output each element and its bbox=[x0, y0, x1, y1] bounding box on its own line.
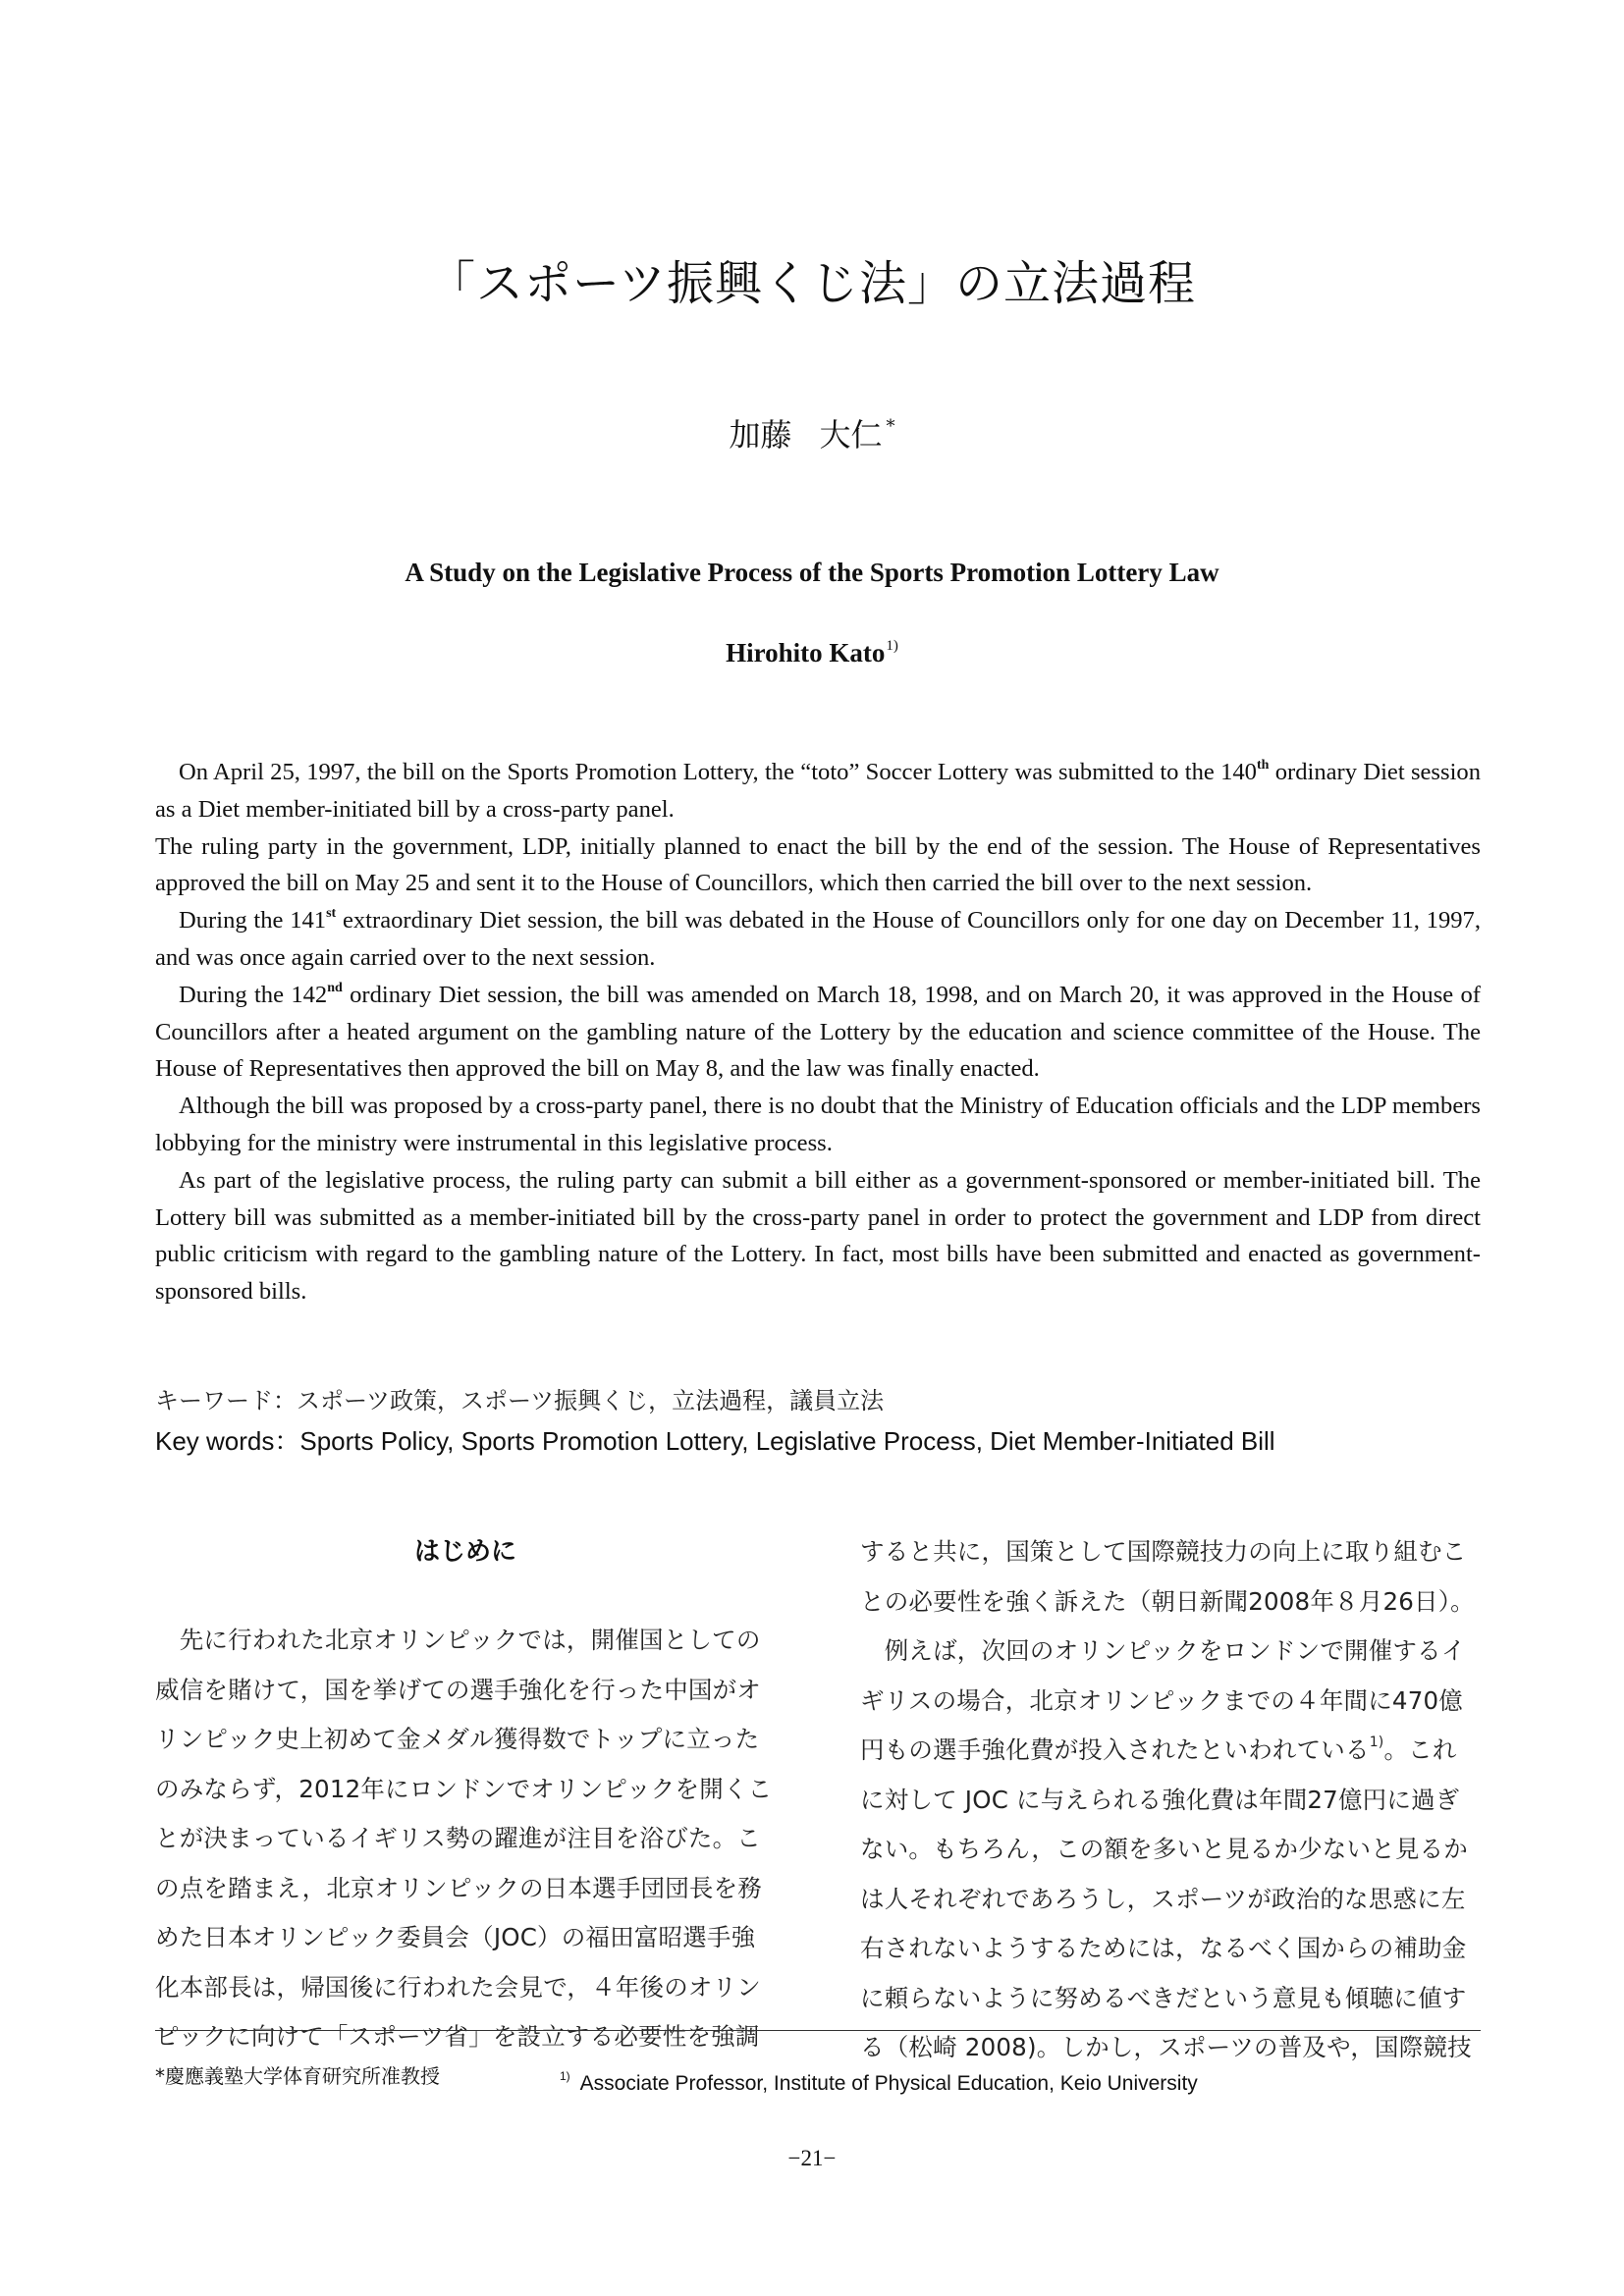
body-line: 右されないようするためには，なるべく国からの補助金 bbox=[860, 1934, 1467, 1962]
author-given-name: 大仁 bbox=[819, 416, 883, 454]
body-line: のみならず，2012年にロンドンでオリンピックを開くこ bbox=[155, 1774, 773, 1803]
body-line: る（松崎 2008)。しかし，スポーツの普及や，国際競技 bbox=[860, 2033, 1472, 2061]
page-number: −21− bbox=[787, 2146, 837, 2170]
body-column-left bbox=[155, 1527, 776, 2062]
body-line: に頼らないように努めるべきだという意見も傾聴に値す bbox=[860, 1983, 1467, 2012]
author-affiliation-mark: * bbox=[886, 416, 895, 437]
body-line-with-reference: 円もの選手強化費が投入されたといわれている$^{1)}$。これ bbox=[860, 1735, 1457, 1764]
section-heading: はじめに bbox=[413, 1537, 516, 1567]
abstract-paragraph-6: As part of the legislative process, the ruling party can submit a bill either as a government-sponsored or member-initiated bill. The Lottery bill was submitted as a member-initiated bill by the cross-party panel in order to protect the government and LDP from direct public criticism with regard to the gambling nature of the Lottery. In fact, most bills have been submitted and enacted as government-sponsored bills. bbox=[155, 1166, 1481, 1306]
abstract-paragraph-1: On April 25, 1997, the bill on the Sports Promotion Lottery, the “toto” Soccer Lottery was submitted to the 140th ordinary Diet session as a Diet member-initiated bill by a cross-party panel. bbox=[155, 758, 1482, 823]
abstract-paragraph-4: During the 142nd ordinary Diet session, the bill was amended on March 18, 1998, and on March 20, it was approved in the House of Councillors after a heated argument on the gambling nature of the Lottery by the education and science committee of the House. The House of Representatives then approved the bill on May 8, and the law was finally enacted. bbox=[155, 980, 1481, 1083]
abstract-paragraph-5: Although the bill was proposed by a cross-party panel, there is no doubt that the Ministry of Education officials and the LDP members lobbying for the ministry were instrumental in this legislative process. bbox=[155, 1093, 1481, 1156]
body-line: の点を踏まえ，北京オリンピックの日本選手団団長を務 bbox=[155, 1873, 762, 1902]
body-line: 威信を賭けて，国を挙げての選手強化を行った中国がオ bbox=[155, 1675, 762, 1704]
body-line: 例えば，次回のオリンピックをロンドンで開催するイ bbox=[860, 1636, 1466, 1665]
body-line: は人それぞれであろうし，スポーツが政治的な思惑に左 bbox=[860, 1884, 1466, 1913]
body-line: ギリスの場合，北京オリンピックまでの４年間に470億 bbox=[860, 1685, 1463, 1715]
body-line: 先に行われた北京オリンピックでは，開催国としての bbox=[155, 1626, 761, 1654]
body-line: とが決まっているイギリス勢の躍進が注目を浴びた。こ bbox=[155, 1824, 762, 1852]
author-family-name: 加藤 bbox=[729, 416, 792, 454]
english-author-name: Hirohito Kato bbox=[726, 638, 886, 667]
body-line: ピックに向けて「スポーツ省」を設立する必要性を強調 bbox=[155, 2022, 760, 2051]
keywords-block bbox=[155, 1382, 1481, 1461]
body-line: リンピック史上初めて金メダル獲得数でトップに立った bbox=[155, 1725, 760, 1753]
body-line: めた日本オリンピック委員会（JOC）の福田富昭選手強 bbox=[155, 1923, 756, 1951]
footnote-affiliation-english: $^{1)}$ Associate Professor, Institute of Physical Education, Keio University bbox=[560, 2069, 1198, 2095]
body-line: との必要性を強く訴えた（朝日新聞2008年８月26日）。 bbox=[860, 1586, 1475, 1616]
body-line: ない。もちろん，この額を多いと見るか少ないと見るか bbox=[860, 1835, 1468, 1863]
japanese-title: 「スポーツ振興くじ法」の立法過程 bbox=[427, 256, 1197, 311]
footnote-affiliation-japanese: *慶應義塾大学体育研究所准教授 bbox=[155, 2064, 440, 2088]
abstract bbox=[155, 754, 1481, 1310]
body-line: 化本部長は，帰国後に行われた会見で，４年後のオリン bbox=[155, 1972, 762, 2002]
body-column-right bbox=[860, 1527, 1481, 2073]
japanese-author bbox=[0, 410, 1624, 455]
abstract-paragraph-3: During the 141st extraordinary Diet session, the bill was debated in the House of Councillors only for one day on December 11, 1997, and was once again carried over to the next session. bbox=[155, 906, 1481, 971]
keywords-english: Key words：Sports Policy, Sports Promotion Lottery, Legislative Process, Diet Member-Initiated Bill bbox=[155, 1426, 1275, 1456]
english-author-mark: 1) bbox=[886, 638, 898, 654]
footnote-divider bbox=[155, 2030, 1481, 2031]
body-line: に対して JOC に与えられる強化費は年間27億円に過ぎ bbox=[860, 1785, 1460, 1814]
english-title: A Study on the Legislative Process of the Sports Promotion Lottery Law bbox=[405, 558, 1219, 587]
footnote-mark: 1) bbox=[560, 2069, 570, 2083]
english-author bbox=[0, 638, 1624, 668]
keywords-japanese: キーワード：スポーツ政策，スポーツ振興くじ，立法過程，議員立法 bbox=[155, 1387, 885, 1415]
reference-mark: 1) bbox=[1369, 1735, 1384, 1750]
body-line: すると共に，国策として国際競技力の向上に取り組むこ bbox=[860, 1537, 1467, 1566]
abstract-paragraph-2: The ruling party in the government, LDP, initially planned to enact the bill by the end of the session. The House of Representatives approved the bill on May 25 and sent it to the House of Councillors, which then carried the bill over to the next session. bbox=[155, 832, 1481, 897]
